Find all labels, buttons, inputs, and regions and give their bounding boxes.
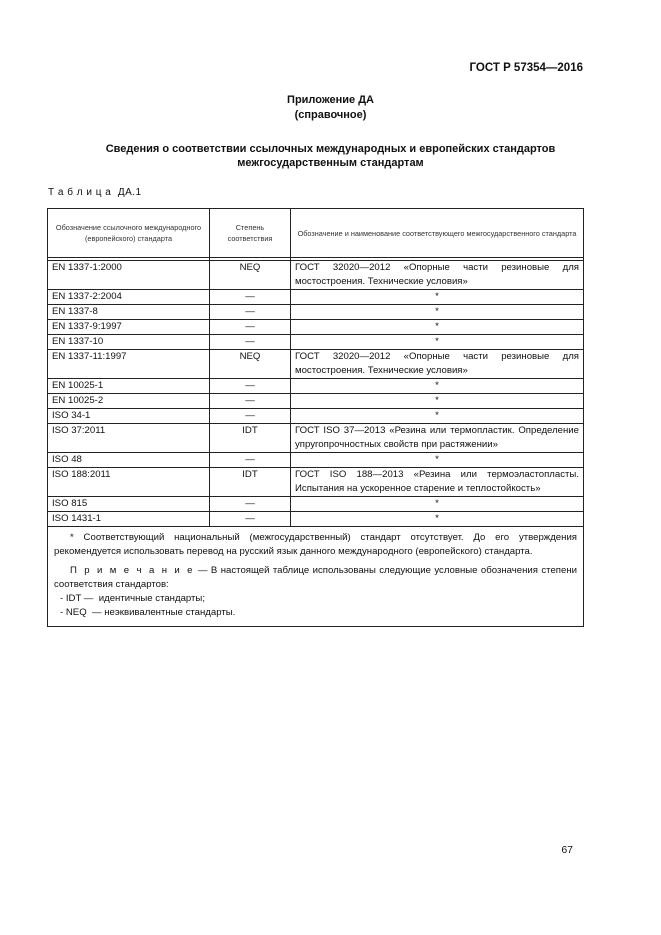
table-row: [48, 350, 584, 379]
appendix-heading: [0, 93, 661, 123]
cell-interstate-standard: ГОСТ 32020—2012 «Опорные части резиновые для мостостроения. Технические условия»: [291, 261, 584, 290]
cell-ref-standard: EN 10025-2: [48, 394, 210, 409]
cell-ref-standard: ISO 34-1: [48, 409, 210, 424]
table-footnote: * Соответствующий национальный (межгосударственный) стандарт отсутствует. До его утверждения рекомендуется использовать перевод на русский язык данного международного (европейского) стандарта.: [54, 532, 577, 557]
section-title: [0, 142, 661, 170]
table-body: [48, 258, 584, 527]
cell-interstate-standard: *: [291, 379, 584, 394]
cell-degree: —: [210, 394, 291, 409]
cell-degree: IDT: [210, 468, 291, 497]
table-row: [48, 320, 584, 335]
table-caption: Т а б л и ц а ДА.1: [48, 187, 142, 198]
cell-interstate-standard: *: [291, 453, 584, 468]
page-number: 67: [561, 844, 573, 856]
table-row: [48, 290, 584, 305]
cell-degree: —: [210, 320, 291, 335]
document-code: ГОСТ Р 57354—2016: [469, 62, 583, 74]
table-footer-row: [48, 527, 584, 627]
cell-degree: —: [210, 305, 291, 320]
table-row: [48, 512, 584, 527]
table-footer: [48, 527, 584, 627]
cell-ref-standard: EN 1337-10: [48, 335, 210, 350]
header-interstate-standard: Обозначение и наименование соответствующего межгосударственного стандарта: [291, 209, 584, 258]
cell-degree: —: [210, 512, 291, 527]
appendix-subtitle: (справочное): [294, 109, 367, 121]
cell-interstate-standard: ГОСТ 32020—2012 «Опорные части резиновые для мостостроения. Технические условия»: [291, 350, 584, 379]
appendix-title: Приложение ДА: [287, 94, 374, 106]
cell-degree: —: [210, 497, 291, 512]
cell-interstate-standard: *: [291, 335, 584, 350]
note-item-neq: - NEQ — неэквивалентные стандарты.: [60, 607, 236, 618]
table-row: [48, 261, 584, 290]
cell-degree: —: [210, 335, 291, 350]
cell-degree: —: [210, 379, 291, 394]
cell-degree: NEQ: [210, 350, 291, 379]
cell-ref-standard: EN 1337-8: [48, 305, 210, 320]
note-item-idt: - IDT — идентичные стандарты;: [60, 593, 205, 604]
cell-interstate-standard: *: [291, 512, 584, 527]
table-row: [48, 305, 584, 320]
table-row: [48, 424, 584, 453]
note-text: — В настоящей таблице использованы следующие условные обозначения степени соответствия стандартов:: [54, 565, 577, 590]
table-row: [48, 497, 584, 512]
cell-interstate-standard: *: [291, 305, 584, 320]
cell-interstate-standard: ГОСТ ISO 37—2013 «Резина или термопластик. Определение упругопрочностных свойств при растяжении»: [291, 424, 584, 453]
cell-ref-standard: EN 1337-1:2000: [48, 261, 210, 290]
cell-interstate-standard: *: [291, 394, 584, 409]
cell-ref-standard: ISO 37:2011: [48, 424, 210, 453]
table-header-row: [48, 209, 584, 258]
cell-ref-standard: EN 1337-2:2004: [48, 290, 210, 305]
cell-interstate-standard: ГОСТ ISO 188—2013 «Резина или термоэластопласты. Испытания на ускоренное старение и теплостойкость»: [291, 468, 584, 497]
cell-interstate-standard: *: [291, 409, 584, 424]
section-title-line-2: межгосударственным стандартам: [237, 157, 424, 169]
table-row: [48, 379, 584, 394]
table-row: [48, 409, 584, 424]
cell-interstate-standard: *: [291, 290, 584, 305]
cell-degree: —: [210, 290, 291, 305]
cell-ref-standard: ISO 188:2011: [48, 468, 210, 497]
cell-ref-standard: ISO 815: [48, 497, 210, 512]
header-ref-standard: Обозначение ссылочного международного (европейского) стандарта: [48, 209, 210, 258]
cell-ref-standard: EN 10025-1: [48, 379, 210, 394]
table-row: [48, 394, 584, 409]
cell-degree: —: [210, 409, 291, 424]
cell-degree: —: [210, 453, 291, 468]
cell-ref-standard: ISO 48: [48, 453, 210, 468]
table-row: [48, 335, 584, 350]
correspondence-table: [47, 208, 584, 627]
cell-interstate-standard: *: [291, 497, 584, 512]
note-label: П р и м е ч а н и е: [70, 565, 195, 576]
table-row: [48, 453, 584, 468]
cell-ref-standard: EN 1337-9:1997: [48, 320, 210, 335]
cell-degree: IDT: [210, 424, 291, 453]
cell-degree: NEQ: [210, 261, 291, 290]
table-row: [48, 468, 584, 497]
table-note: [54, 564, 577, 592]
section-title-line-1: Сведения о соответствии ссылочных международных и европейских стандартов: [105, 143, 556, 155]
cell-ref-standard: ISO 1431-1: [48, 512, 210, 527]
cell-interstate-standard: *: [291, 320, 584, 335]
cell-ref-standard: EN 1337-11:1997: [48, 350, 210, 379]
header-degree: Степень соответствия: [210, 209, 291, 258]
